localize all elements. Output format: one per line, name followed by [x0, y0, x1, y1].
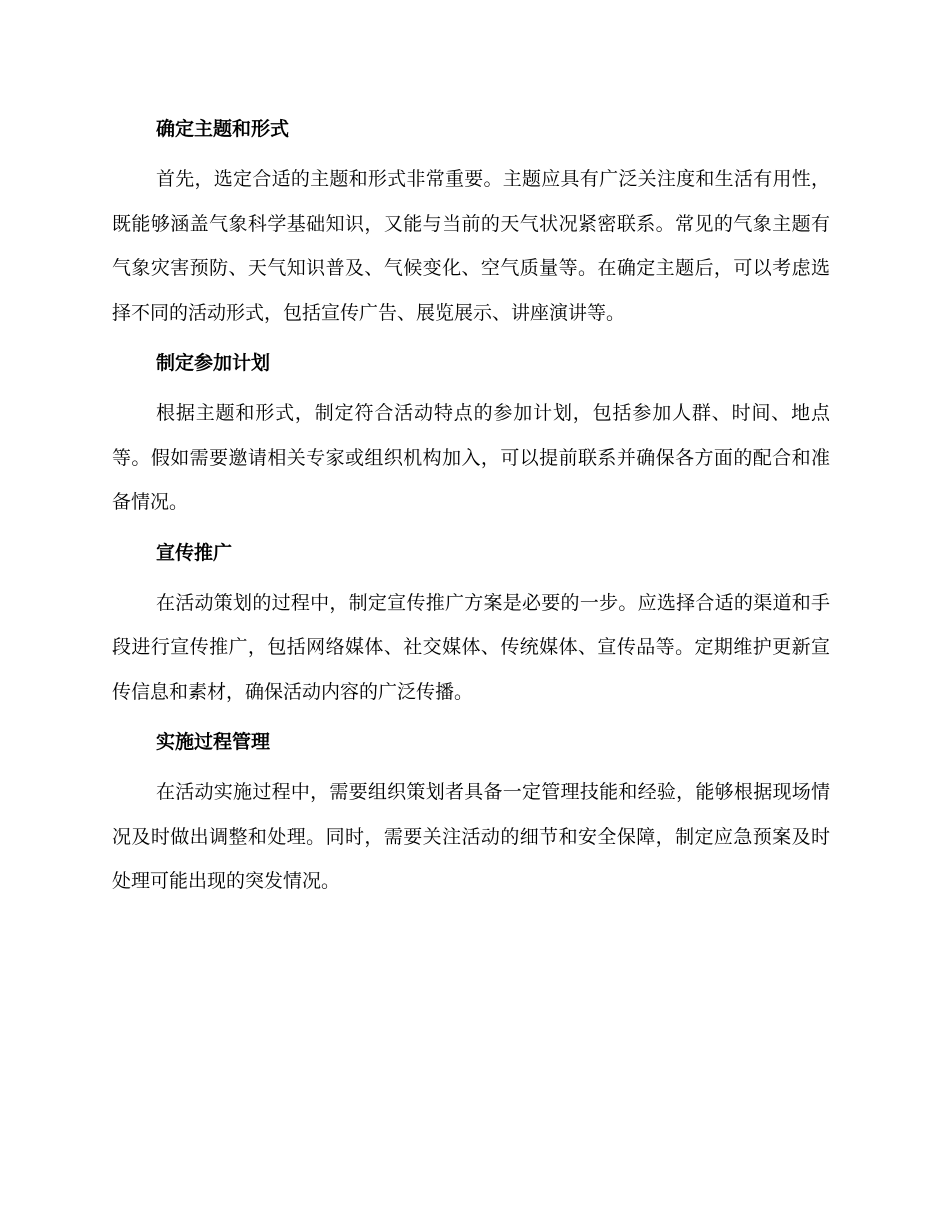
section-paragraph-promotion: 在活动策划的过程中，制定宣传推广方案是必要的一步。应选择合适的渠道和手段进行宣传推广，包括网络媒体、社交媒体、传统媒体、宣传品等。定期维护更新宣传信息和素材，确保活动内容的广泛传播。 [112, 591, 830, 703]
section-heading-plan: 制定参加计划 [156, 352, 271, 374]
section-heading-theme: 确定主题和形式 [156, 118, 290, 140]
document-body [112, 112, 830, 915]
section-paragraph-theme: 首先，选定合适的主题和形式非常重要。主题应具有广泛关注度和生活有用性，既能够涵盖气象科学基础知识，又能与当前的天气状况紧密联系。常见的气象主题有气象灾害预防、天气知识普及、气候变化、空气质量等。在确定主题后，可以考虑选择不同的活动形式，包括宣传广告、展览展示、讲座演讲等。 [112, 168, 830, 324]
section-paragraph-plan: 根据主题和形式，制定符合活动特点的参加计划，包括参加人群、时间、地点等。假如需要邀请相关专家或组织机构加入，可以提前联系并确保各方面的配合和准备情况。 [112, 402, 830, 513]
section-paragraph-management: 在活动实施过程中，需要组织策划者具备一定管理技能和经验，能够根据现场情况及时做出调整和处理。同时，需要关注活动的细节和安全保障，制定应急预案及时处理可能出现的突发情况。 [112, 781, 830, 892]
section-heading-promotion: 宣传推广 [156, 541, 233, 564]
section-heading-management: 实施过程管理 [156, 731, 271, 753]
